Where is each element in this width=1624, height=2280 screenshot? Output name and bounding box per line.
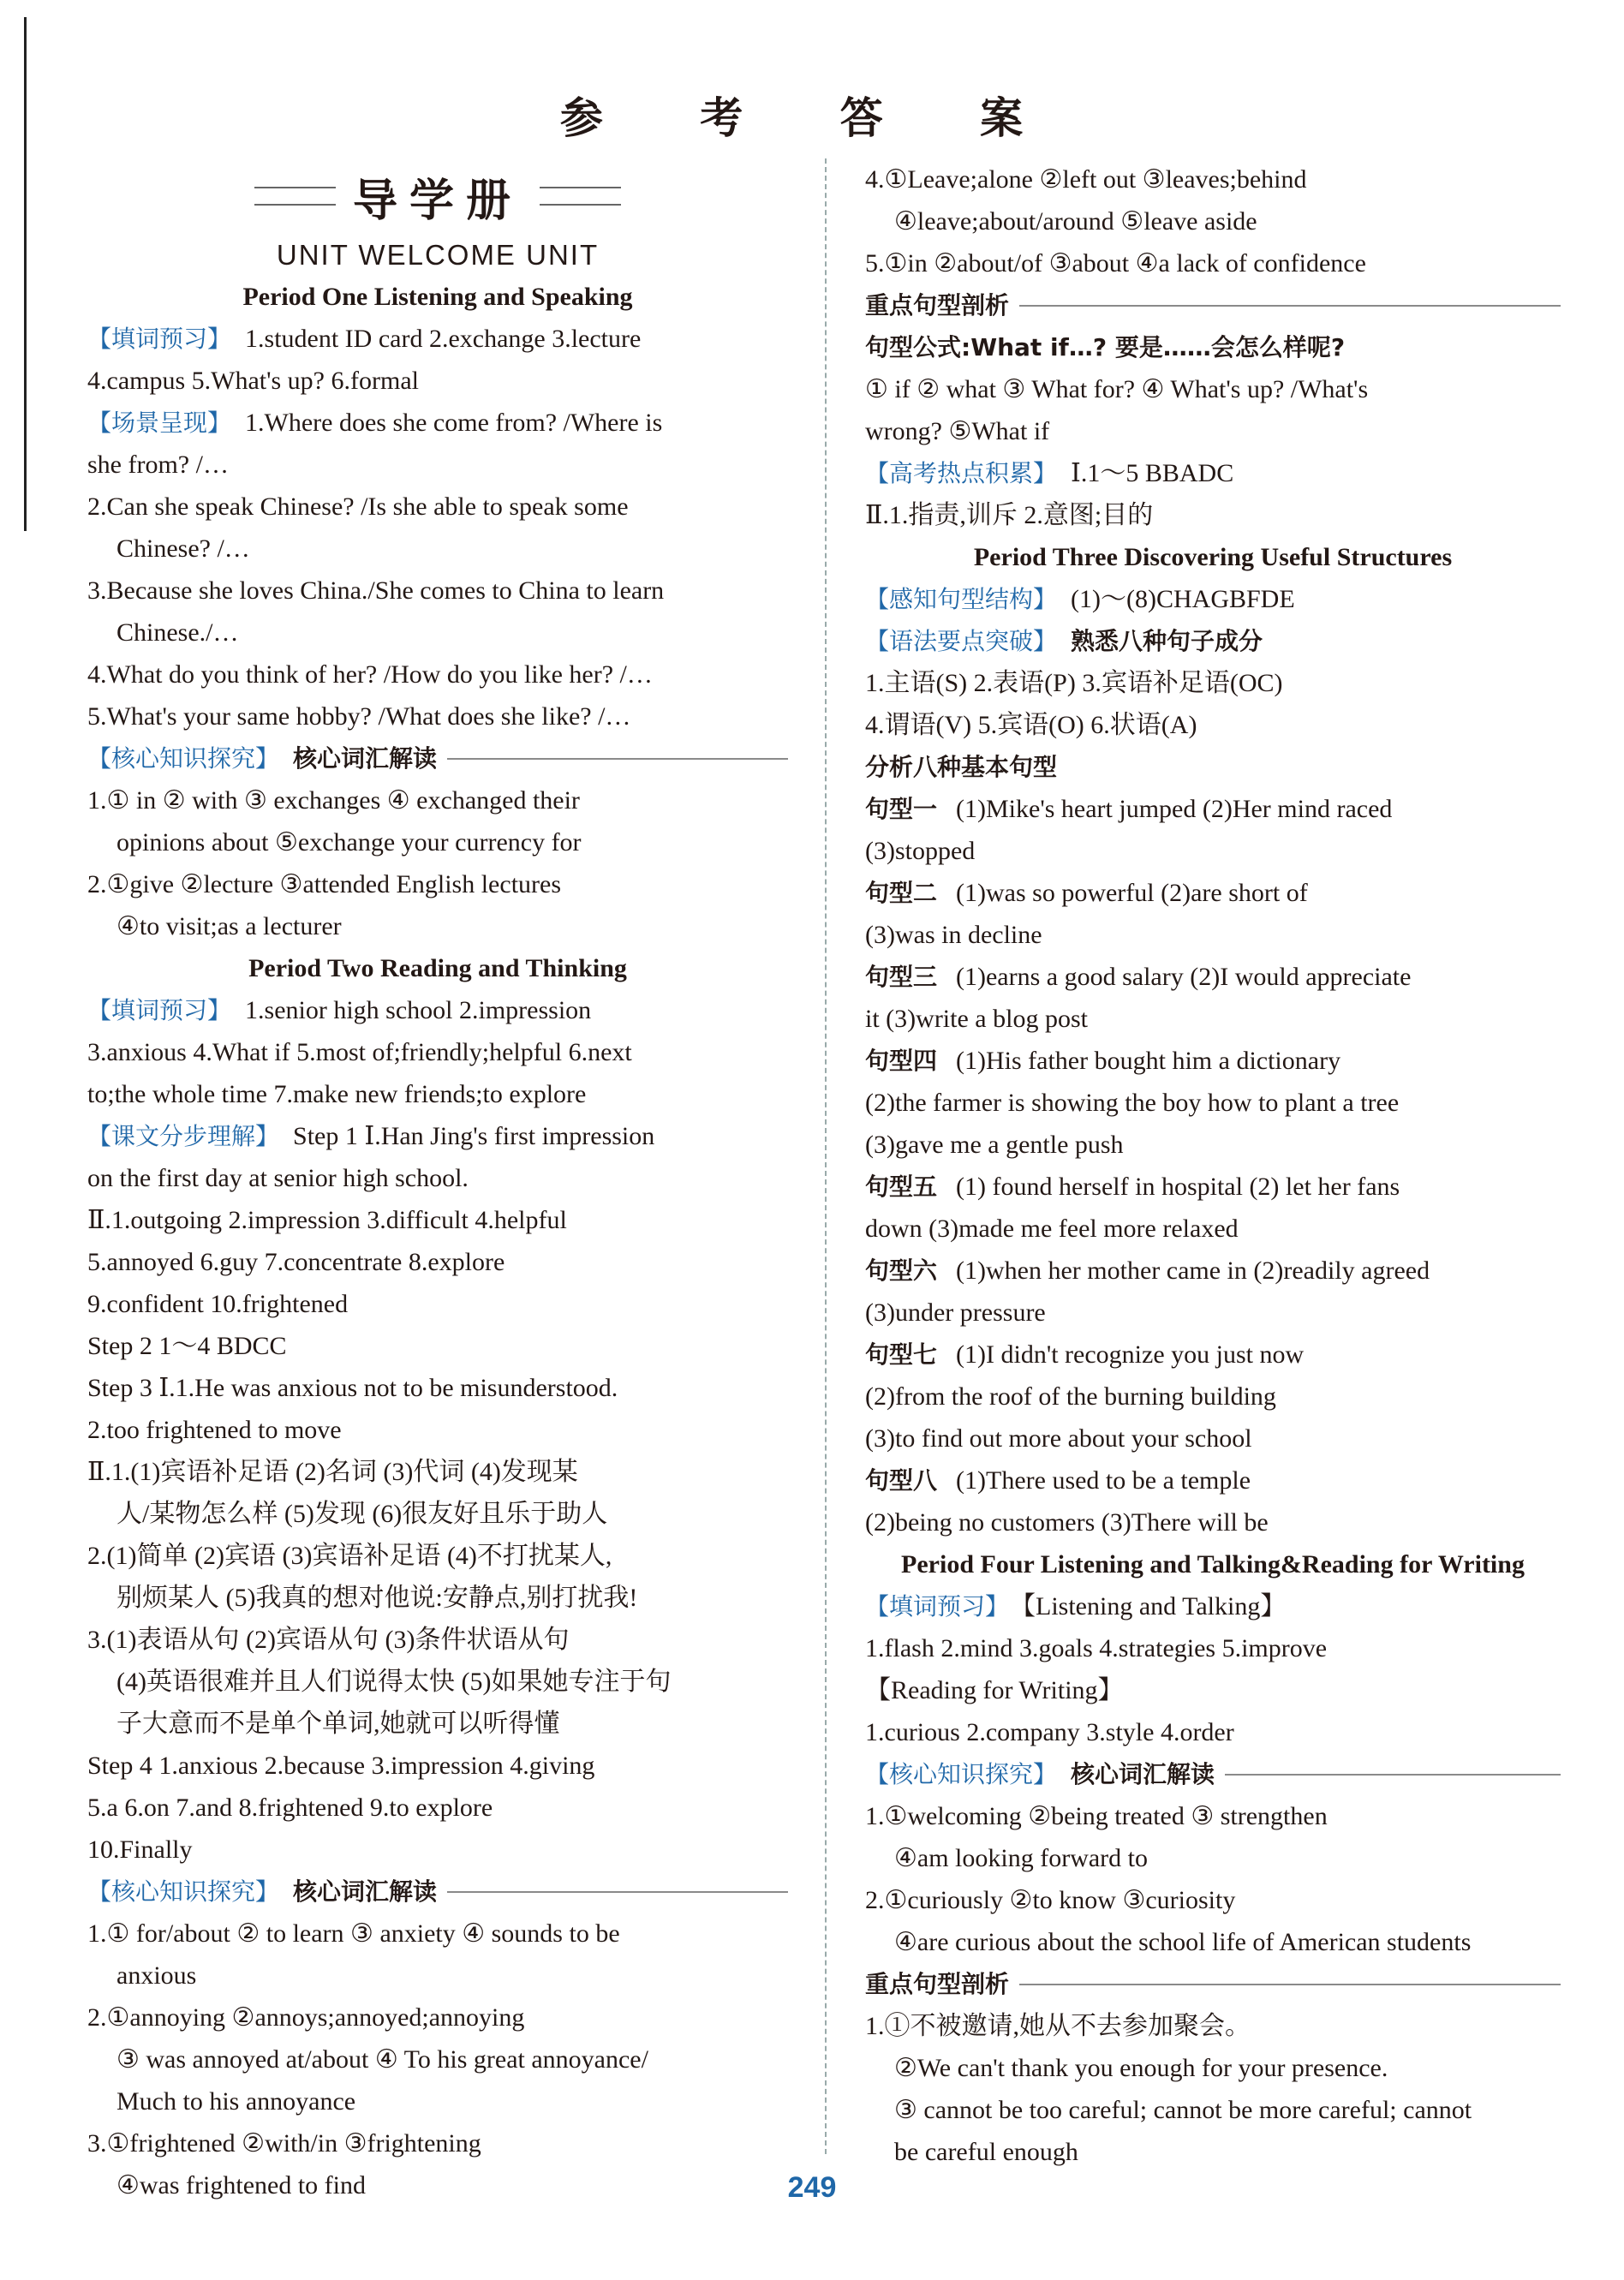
section-title: 核心词汇解读 — [293, 744, 438, 773]
answer-line: Ⅱ.1.指责,训斥 2.意图;目的 — [865, 501, 1154, 529]
section-heading — [865, 1753, 1561, 1795]
section-title: 重点句型剖析 — [865, 1970, 1010, 1998]
answer-line: 3.anxious 4.What if 5.most of;friendly;helpful 6.next — [87, 1038, 632, 1066]
answer-line: (2)the farmer is showing the boy how to plant a tree — [865, 1089, 1400, 1117]
section-tag: 【核心知识探究】 — [87, 744, 280, 773]
pattern-label: 句型四 — [865, 1047, 938, 1075]
answer-line-continued: Chinese./… — [116, 618, 239, 647]
answer-line: 1.主语(S) 2.表语(P) 3.宾语补足语(OC) — [865, 669, 1283, 697]
sentence-pattern-line — [865, 788, 1561, 830]
answer-line: on the first day at senior high school. — [87, 1164, 469, 1192]
answer-text: (1) found herself in hospital (2) let her fans — [956, 1173, 1400, 1201]
answer-line: 1.flash 2.mind 3.goals 4.strategies 5.improve — [865, 1634, 1328, 1662]
answer-line: 4.谓语(V) 5.宾语(O) 6.状语(A) — [865, 711, 1197, 739]
section-rule — [447, 1891, 788, 1893]
answer-line: (3)under pressure — [865, 1298, 1046, 1327]
answer-line: (3)stopped — [865, 837, 976, 865]
tagged-answer-line — [865, 620, 1561, 662]
answer-text: (1)His father bought him a dictionary — [956, 1047, 1341, 1075]
answer-text: 1.senior high school 2.impression — [245, 996, 592, 1024]
answer-line: wrong? ⑤What if — [865, 417, 1050, 445]
pattern-label: 句型二 — [865, 879, 938, 907]
answer-line-continued: (4)英语很难并且人们说得太快 (5)如果她专注于句 — [116, 1668, 672, 1696]
answer-line: to;the whole time 7.make new friends;to explore — [87, 1080, 587, 1108]
sentence-pattern-line — [865, 1166, 1561, 1208]
answer-text: 【Listening and Talking】 — [1023, 1592, 1287, 1620]
answer-text: 1.Where does she come from? /Where is — [245, 409, 663, 437]
answer-line-continued: anxious — [116, 1961, 197, 1990]
page-number: 249 — [787, 2171, 837, 2204]
sentence-pattern-line — [865, 1040, 1561, 1082]
left-answer-lines — [87, 234, 788, 2206]
answer-line: 1.①welcoming ②being treated ③ strengthen — [865, 1802, 1328, 1830]
answer-line-continued: ④leave;about/around ⑤leave aside — [894, 207, 1257, 236]
sentence-pattern-line — [865, 1250, 1561, 1292]
page-title: 参 考 答 案 — [559, 93, 1065, 143]
answer-line: 5.What's your same hobby? /What does she like? /… — [87, 702, 631, 731]
answer-line: 1.curious 2.company 3.style 4.order — [865, 1718, 1234, 1746]
answer-line: Step 2 1～4 BDCC — [87, 1332, 287, 1360]
answer-line: (3)to find out more about your school — [865, 1424, 1252, 1453]
answer-text: Ⅰ.1～5 BBADC — [1071, 459, 1234, 487]
answer-line-continued: 别烦某人 (5)我真的想对他说:安静点,别打扰我! — [116, 1584, 638, 1612]
answer-line: 4.campus 5.What's up? 6.formal — [87, 367, 419, 395]
unit-title: UNIT WELCOME UNIT — [276, 239, 600, 271]
tagged-answer-line — [87, 989, 788, 1031]
answer-line: 2.①give ②lecture ③attended English lectures — [87, 870, 562, 898]
sentence-pattern-line — [865, 1334, 1561, 1376]
section-title: 核心词汇解读 — [1071, 1760, 1215, 1788]
section-tag: 【场景呈现】 — [87, 409, 232, 437]
answer-line: Ⅱ.1.(1)宾语补足语 (2)名词 (3)代词 (4)发现某 — [87, 1458, 578, 1486]
header-rule-right — [540, 187, 621, 206]
section-title: 核心词汇解读 — [293, 1877, 438, 1906]
answer-line-continued: opinions about ⑤exchange your currency for — [116, 828, 582, 856]
answer-line: Step 3 Ⅰ.1.He was anxious not to be misunderstood. — [87, 1374, 618, 1402]
answer-line: 5.annoyed 6.guy 7.concentrate 8.explore — [87, 1248, 505, 1276]
section-rule — [447, 758, 788, 760]
section-title: 熟悉八种句子成分 — [1071, 627, 1263, 655]
pattern-label: 句型六 — [865, 1256, 938, 1285]
answer-text: (1)I didn't recognize you just now — [956, 1340, 1305, 1369]
answer-line-continued: ④are curious about the school life of American students — [894, 1928, 1472, 1956]
tagged-answer-line — [87, 318, 788, 360]
answer-line: (3)was in decline — [865, 921, 1042, 949]
answer-line-continued: ②We can't thank you enough for your presence. — [894, 2054, 1388, 2082]
answer-line: 5.a 6.on 7.and 8.frightened 9.to explore — [87, 1794, 493, 1822]
answer-line: it (3)write a blog post — [865, 1005, 1088, 1033]
answer-line: 3.(1)表语从句 (2)宾语从句 (3)条件状语从句 — [87, 1626, 570, 1654]
section-tag: 【核心知识探究】 — [87, 1877, 280, 1906]
answer-column-left — [87, 158, 788, 2206]
pattern-label: 句型三 — [865, 963, 938, 991]
period-title: Period Four Listening and Talking&Reading for Writing — [901, 1550, 1525, 1579]
period-title: Period One Listening and Speaking — [242, 283, 633, 311]
period-title: Period Three Discovering Useful Structures — [973, 543, 1453, 571]
answer-line-continued: be careful enough — [894, 2138, 1078, 2166]
tagged-answer-line — [865, 452, 1561, 494]
answer-line: 4.What do you think of her? /How do you like her? /… — [87, 660, 653, 689]
section-tag: 【课文分步理解】 — [87, 1122, 280, 1150]
answer-line-continued: Chinese? /… — [116, 534, 250, 563]
section-rule — [1019, 1984, 1561, 1985]
answer-line: 4.①Leave;alone ②left out ③leaves;behind — [865, 165, 1307, 194]
section-title: 重点句型剖析 — [865, 291, 1010, 319]
bold-heading: 句型公式:What if…? 要是……会怎么样呢? — [865, 333, 1346, 361]
column-header-text: 导学册 — [352, 175, 522, 227]
answer-line: 【Reading for Writing】 — [865, 1676, 1124, 1704]
answer-line: 9.confident 10.frightened — [87, 1290, 349, 1318]
answer-line: 2.(1)简单 (2)宾语 (3)宾语补足语 (4)不打扰某人, — [87, 1542, 612, 1570]
answer-line: 10.Finally — [87, 1835, 193, 1864]
section-tag: 【填词预习】 — [865, 1592, 1010, 1620]
section-heading — [865, 1963, 1561, 2005]
bold-heading: 分析八种基本句型 — [865, 753, 1058, 781]
answer-column-right — [865, 158, 1561, 2173]
answer-text: (1)was so powerful (2)are short of — [956, 879, 1308, 907]
answer-line-continued: Much to his annoyance — [116, 2087, 356, 2116]
sentence-pattern-line — [865, 1459, 1561, 1501]
section-tag: 【填词预习】 — [87, 325, 232, 353]
tagged-answer-line — [87, 1115, 788, 1157]
answer-line-continued: 子大意而不是单个单词,她就可以听得懂 — [116, 1710, 560, 1738]
answer-line: ① if ② what ③ What for? ④ What's up? /What's — [865, 375, 1369, 403]
pattern-label: 句型八 — [865, 1466, 938, 1495]
answer-line: down (3)made me feel more relaxed — [865, 1215, 1239, 1243]
section-heading — [87, 737, 788, 779]
tagged-answer-line — [865, 1585, 1561, 1627]
answer-text: (1)when her mother came in (2)readily agreed — [956, 1256, 1430, 1285]
answer-line: 2.too frightened to move — [87, 1416, 342, 1444]
answer-line-continued: 人/某物怎么样 (5)发现 (6)很友好且乐于助人 — [116, 1500, 608, 1528]
column-header — [87, 158, 788, 234]
answer-line: (2)from the roof of the burning building — [865, 1382, 1276, 1411]
header-rule-left — [254, 187, 336, 206]
sentence-pattern-line — [865, 872, 1561, 914]
answer-line: Ⅱ.1.outgoing 2.impression 3.difficult 4.helpful — [87, 1206, 567, 1234]
answer-line: 2.①annoying ②annoys;annoyed;annoying — [87, 2003, 525, 2032]
answer-text: (1)There used to be a temple — [956, 1466, 1251, 1495]
section-tag: 【填词预习】 — [87, 996, 232, 1024]
section-heading — [865, 284, 1561, 326]
answer-line-continued: ③ cannot be too careful; cannot be more careful; cannot — [894, 2096, 1472, 2124]
answer-line: 2.①curiously ②to know ③curiosity — [865, 1886, 1236, 1914]
answer-line: 3.Because she loves China./She comes to China to learn — [87, 576, 665, 605]
right-answer-lines — [865, 158, 1561, 2173]
answer-line-continued: ④am looking forward to — [894, 1844, 1149, 1872]
answer-line: she from? /… — [87, 451, 229, 479]
answer-line: 3.①frightened ②with/in ③frightening — [87, 2129, 481, 2158]
answer-line: 1.① for/about ② to learn ③ anxiety ④ sounds to be — [87, 1919, 620, 1948]
sentence-pattern-line — [865, 956, 1561, 998]
answer-line: 1.①不被邀请,她从不去参加聚会。 — [865, 2012, 1251, 2040]
pattern-label: 句型一 — [865, 795, 938, 823]
section-rule — [1019, 305, 1561, 307]
tagged-answer-line — [87, 402, 788, 444]
column-divider — [825, 158, 827, 2154]
answer-line: 2.Can she speak Chinese? /Is she able to speak some — [87, 492, 629, 521]
answer-text: Step 1 Ⅰ.Han Jing's first impression — [293, 1122, 655, 1150]
answer-text: (1)Mike's heart jumped (2)Her mind raced — [956, 795, 1393, 823]
pattern-label: 句型七 — [865, 1340, 938, 1369]
answer-line: 1.① in ② with ③ exchanges ④ exchanged their — [87, 786, 580, 815]
answer-text: (1)～(8)CHAGBFDE — [1071, 585, 1295, 613]
section-rule — [1225, 1774, 1561, 1776]
section-heading — [87, 1871, 788, 1913]
period-title: Period Two Reading and Thinking — [248, 954, 627, 982]
answer-line-continued: ④was frightened to find — [116, 2171, 366, 2199]
answer-text: (1)earns a good salary (2)I would appreciate — [956, 963, 1412, 991]
section-tag: 【感知句型结构】 — [865, 585, 1058, 613]
answer-line-continued: ④to visit;as a lecturer — [116, 912, 342, 940]
answer-line: (3)gave me a gentle push — [865, 1131, 1124, 1159]
answer-line-continued: ③ was annoyed at/about ④ To his great annoyance/ — [116, 2045, 648, 2074]
pattern-label: 句型五 — [865, 1173, 938, 1201]
answer-line: (2)being no customers (3)There will be — [865, 1508, 1269, 1537]
section-tag: 【核心知识探究】 — [865, 1760, 1058, 1788]
answer-line: Step 4 1.anxious 2.because 3.impression 4.giving — [87, 1752, 595, 1780]
tagged-answer-line — [865, 578, 1561, 620]
section-tag: 【语法要点突破】 — [865, 627, 1058, 655]
answer-text: 1.student ID card 2.exchange 3.lecture — [245, 325, 642, 353]
answer-line: 5.①in ②about/of ③about ④a lack of confidence — [865, 249, 1366, 278]
section-tag: 【高考热点积累】 — [865, 459, 1058, 487]
